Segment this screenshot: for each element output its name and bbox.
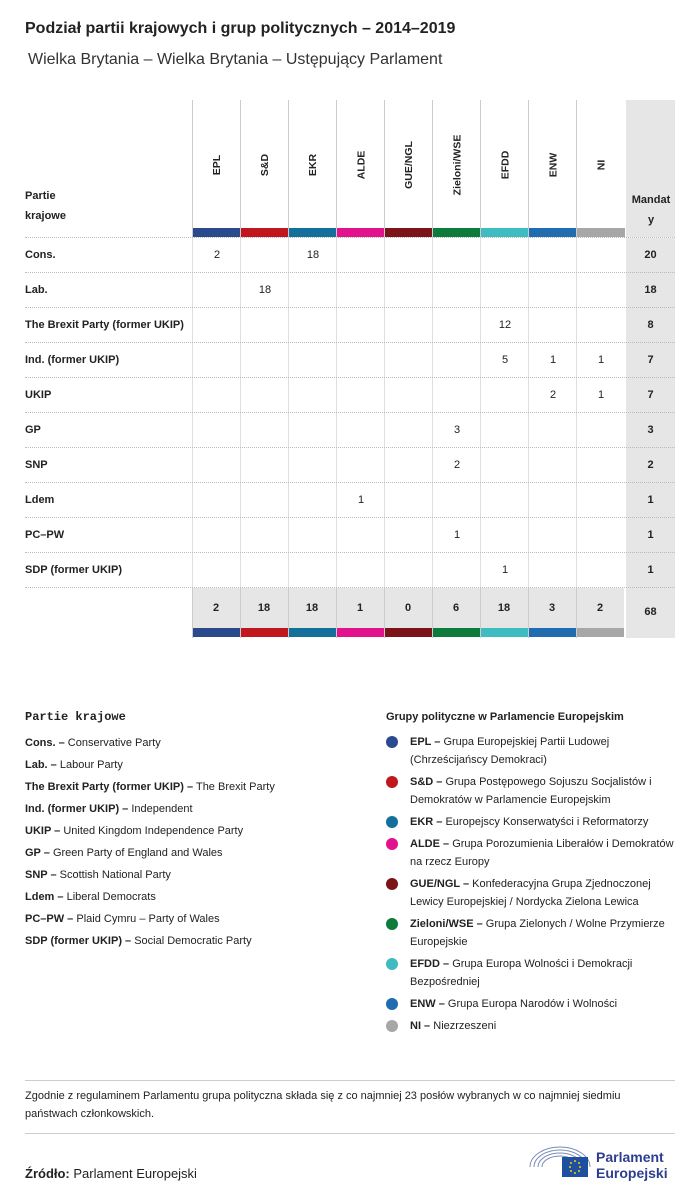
group-legend-abbr: EFDD – [410,958,450,970]
group-color-bar [528,628,576,637]
seat-cell: 5 [480,343,529,378]
group-total: 18 [288,588,336,628]
logo-line1: Parlament [596,1149,664,1165]
seat-cell [192,553,241,588]
table-row [25,342,675,378]
group-total: 6 [432,588,480,628]
table-row [25,447,675,483]
seat-cell [240,518,289,553]
party-legend-name: Social Democratic Party [134,935,252,947]
seat-cell [432,553,481,588]
group-color-bar [577,228,625,237]
group-legend-item [386,813,681,831]
group-legend-abbr: Zieloni/WSE – [410,918,483,930]
column-divider [384,588,385,638]
group-total: 2 [192,588,240,628]
seat-cell [528,483,577,518]
group-legend-item [386,955,681,991]
group-header-label: EFDD [499,150,511,180]
seat-cell [192,518,241,553]
seat-cell [480,483,529,518]
seat-cell [240,448,289,483]
group-total: 3 [528,588,576,628]
party-legend-item [25,864,355,886]
seat-cell [576,273,625,308]
party-legend-item [25,820,355,842]
seat-cell [240,238,289,273]
seat-cell [576,553,625,588]
group-color-bar [529,228,577,237]
group-legend-abbr: S&D – [410,776,443,788]
seat-cell [240,483,289,518]
seat-cell [240,378,289,413]
group-color-bar [241,228,289,237]
seat-cell [480,448,529,483]
seat-cell [432,483,481,518]
seat-cell [384,273,433,308]
party-legend-abbr: Ldem – [25,891,64,903]
group-column-header [192,100,241,237]
party-legend-abbr: GP – [25,847,50,859]
group-header-label: S&D [258,153,271,177]
seat-cell [576,413,625,448]
row-total: 20 [626,238,675,273]
table-row [25,307,675,343]
table-header [25,100,675,237]
table-row [25,272,675,308]
seat-cell [288,378,337,413]
european-parliament-logo [528,1143,678,1183]
group-legend-abbr: EKR – [410,816,443,828]
seat-cell [288,553,337,588]
party-name: The Brexit Party (former UKIP) [25,319,184,331]
group-color-dot-icon [386,1020,398,1032]
seat-cell: 1 [576,378,625,413]
page-subtitle: Wielka Brytania – Wielka Brytania – Ustępujący Parlament [28,51,443,68]
seat-cell [528,553,577,588]
seat-cell [384,553,433,588]
seat-cell: 18 [288,238,337,273]
seat-cell [432,308,481,343]
group-column-header [576,100,625,237]
group-legend-name: Grupa Zielonych / Wolne Przymierze Europejskie [410,918,665,948]
row-total: 2 [626,448,675,483]
group-color-bar [336,628,384,637]
group-color-bar [433,228,481,237]
group-color-bar [289,228,337,237]
group-color-bar [481,228,529,237]
group-color-bar [385,228,433,237]
group-legend-abbr: ENW – [410,998,445,1010]
group-legend-name: Grupa Europa Wolności i Demokracji Bezpośredniej [410,958,633,988]
party-column-header: Partie krajowe [25,190,66,222]
party-legend-name: Plaid Cymru – Party of Wales [76,913,220,925]
group-legend-abbr: NI – [410,1020,431,1032]
seat-cell [336,308,385,343]
group-color-dot-icon [386,816,398,828]
row-total: 18 [626,273,675,308]
group-legend-item [386,1017,681,1035]
seat-cell [240,308,289,343]
source-label: Źródło: [25,1166,70,1181]
seat-cell [192,273,241,308]
party-legend-abbr: SNP – [25,869,57,881]
column-divider [336,588,337,638]
group-header-label: Zieloni/WSE [451,134,464,196]
seat-cell [288,273,337,308]
group-column-header [384,100,433,237]
seat-cell [528,518,577,553]
group-column-header [288,100,337,237]
seat-cell [384,343,433,378]
group-column-header [528,100,577,237]
party-legend-abbr: SDP (former UKIP) – [25,935,132,947]
seat-cell [336,518,385,553]
source-value: Parlament Europejski [73,1166,197,1181]
group-legend-name: Konfederacyjna Grupa Zjednoczonej Lewicy Europejskiej / Nordycka Zielona Lewica [410,878,651,908]
party-legend-abbr: Ind. (former UKIP) – [25,803,129,815]
row-total: 7 [626,378,675,413]
seat-cell [480,378,529,413]
party-legend-title: Partie krajowe [25,710,126,724]
column-divider [288,588,289,638]
group-header-label: NI [595,159,607,171]
group-legend-abbr: EPL – [410,736,441,748]
group-column-header [240,100,289,237]
seat-cell [576,483,625,518]
seat-cell [192,308,241,343]
column-divider [528,588,529,638]
group-column-header [336,100,385,237]
group-color-dot-icon [386,736,398,748]
group-header-label: ALDE [355,150,367,180]
seat-cell [288,518,337,553]
seat-cell [384,378,433,413]
seat-cell [192,343,241,378]
seat-cell [288,308,337,343]
group-color-bar [384,628,432,637]
row-total: 1 [626,518,675,553]
row-total: 3 [626,413,675,448]
group-color-dot-icon [386,918,398,930]
mandat-column-header [626,100,675,237]
seat-cell [336,378,385,413]
seat-cell [576,238,625,273]
row-total: 7 [626,343,675,378]
party-legend-abbr: The Brexit Party (former UKIP) – [25,781,194,793]
party-legend-item [25,842,355,864]
group-legend-name: Europejscy Konserwatyści i Reformatorzy [445,816,649,828]
seat-cell [480,273,529,308]
party-name: Ldem [25,494,55,506]
party-legend-abbr: Lab. – [25,759,57,771]
group-color-dot-icon [386,878,398,890]
group-legend-item [386,995,681,1013]
group-legend-item [386,875,681,911]
table-row [25,552,675,588]
party-legend-name: Green Party of England and Wales [52,847,223,859]
party-name: PC–PW [25,529,65,541]
group-legend-name: Grupa Porozumienia Liberałów i Demokratów na rzecz Europy [410,838,674,868]
seat-cell [576,448,625,483]
column-divider [192,588,193,638]
seat-cell [576,308,625,343]
table-row [25,482,675,518]
party-legend-item [25,886,355,908]
seat-cell [192,483,241,518]
group-header-label: ENW [547,152,559,178]
party-legend-item [25,930,355,952]
party-legend-name: Independent [131,803,193,815]
party-legend [25,710,355,952]
party-legend-item [25,732,355,754]
party-name: UKIP [25,389,52,401]
group-color-bar [193,228,241,237]
group-header-label: EPL [210,154,223,176]
seat-cell: 12 [480,308,529,343]
logo-line2: Europejski [596,1165,668,1181]
seat-cell [288,483,337,518]
table-row [25,517,675,553]
seat-cell [336,343,385,378]
group-color-dot-icon [386,958,398,970]
group-color-bar [337,228,385,237]
party-legend-item [25,754,355,776]
mandat-header-label: Mandaty [631,194,671,226]
group-legend-item [386,835,681,871]
column-divider [480,588,481,638]
seat-cell [432,343,481,378]
seat-cell [336,553,385,588]
column-divider [432,588,433,638]
seat-cell [240,413,289,448]
column-divider [240,588,241,638]
seat-cell [336,448,385,483]
seat-cell [528,448,577,483]
seat-cell [192,413,241,448]
column-divider [576,588,577,638]
seat-cell [528,273,577,308]
seat-cell [384,238,433,273]
group-color-bar [288,628,336,637]
seat-cell [288,448,337,483]
group-color-bar [480,628,528,637]
table-row [25,237,675,273]
seat-cell [336,238,385,273]
group-color-dot-icon [386,776,398,788]
group-total: 0 [384,588,432,628]
party-legend-abbr: Cons. – [25,737,65,749]
party-legend-name: Liberal Democrats [66,891,156,903]
row-total: 8 [626,308,675,343]
seat-cell [192,448,241,483]
group-color-bar [576,628,624,637]
table-row [25,377,675,413]
group-color-dot-icon [386,838,398,850]
seat-cell: 1 [576,343,625,378]
party-legend-item [25,908,355,930]
party-legend-name: Scottish National Party [59,869,171,881]
table-row [25,412,675,448]
group-total: 2 [576,588,624,628]
seat-cell: 2 [192,238,241,273]
seat-cell: 1 [528,343,577,378]
grand-total: 68 [626,588,675,638]
group-legend [386,711,681,1039]
seat-cell [384,483,433,518]
page-title: Podział partii krajowych i grup politycznych – 2014–2019 [25,20,456,37]
seat-cell [192,378,241,413]
source [25,1166,197,1181]
seat-cell [336,413,385,448]
group-legend-name: Niezrzeszeni [433,1020,497,1032]
seat-cell: 3 [432,413,481,448]
hemicycle-icon [528,1143,592,1183]
group-legend-name: Grupa Europa Narodów i Wolności [447,998,618,1010]
group-legend-abbr: GUE/NGL – [410,878,470,890]
party-legend-item [25,776,355,798]
group-color-dot-icon [386,998,398,1010]
footnote: Zgodnie z regulaminem Parlamentu grupa polityczna składa się z co najmniej 23 posłów wybranych w co najmniej siedmiu państwach członkowskich. [25,1080,675,1134]
group-color-bar [192,628,240,637]
seat-cell: 18 [240,273,289,308]
group-total: 18 [480,588,528,628]
group-total: 1 [336,588,384,628]
group-legend-abbr: ALDE – [410,838,450,850]
seat-cell [432,378,481,413]
party-legend-abbr: PC–PW – [25,913,74,925]
seat-cell [384,448,433,483]
seat-cell: 2 [528,378,577,413]
seat-cell [576,518,625,553]
seat-cell [480,518,529,553]
party-legend-name: The Brexit Party [195,781,275,793]
party-legend-name: United Kingdom Independence Party [63,825,244,837]
seat-cell [528,413,577,448]
seat-cell [528,238,577,273]
seat-cell [336,273,385,308]
group-legend-item [386,733,681,769]
seat-cell: 1 [432,518,481,553]
party-legend-item [25,798,355,820]
party-name: SDP (former UKIP) [25,564,122,576]
group-column-header [432,100,481,237]
party-legend-name: Conservative Party [67,737,161,749]
seat-cell [384,413,433,448]
row-total: 1 [626,553,675,588]
seat-cell [288,343,337,378]
group-legend-name: Grupa Postępowego Sojuszu Socjalistów i Demokratów w Parlamencie Europejskim [410,776,652,806]
seat-cell [480,413,529,448]
seat-cell [240,343,289,378]
seat-cell [432,273,481,308]
seat-cell [432,238,481,273]
seat-cell [528,308,577,343]
group-column-header [480,100,529,237]
seat-cell [240,553,289,588]
group-header-label: GUE/NGL [403,141,415,189]
party-name: SNP [25,459,48,471]
party-name: Cons. [25,249,56,261]
seat-cell [384,518,433,553]
group-legend-title: Grupy polityczne w Parlamencie Europejskim [386,711,624,723]
seat-cell [384,308,433,343]
party-name: Ind. (former UKIP) [25,354,120,366]
group-color-bar [240,628,288,637]
party-legend-abbr: UKIP – [25,825,61,837]
party-name: GP [25,424,41,436]
party-name: Lab. [25,284,48,296]
seat-cell: 2 [432,448,481,483]
seat-cell [288,413,337,448]
group-legend-name: Grupa Europejskiej Partii Ludowej (Chrześcijańscy Demokraci) [410,736,610,766]
seat-cell [480,238,529,273]
seat-cell: 1 [336,483,385,518]
group-legend-item [386,915,681,951]
totals-row [25,587,675,638]
party-legend-name: Labour Party [59,759,123,771]
row-total: 1 [626,483,675,518]
group-total: 18 [240,588,288,628]
group-header-label: EKR [306,153,319,177]
seat-cell: 1 [480,553,529,588]
group-legend-item [386,773,681,809]
group-color-bar [432,628,480,637]
